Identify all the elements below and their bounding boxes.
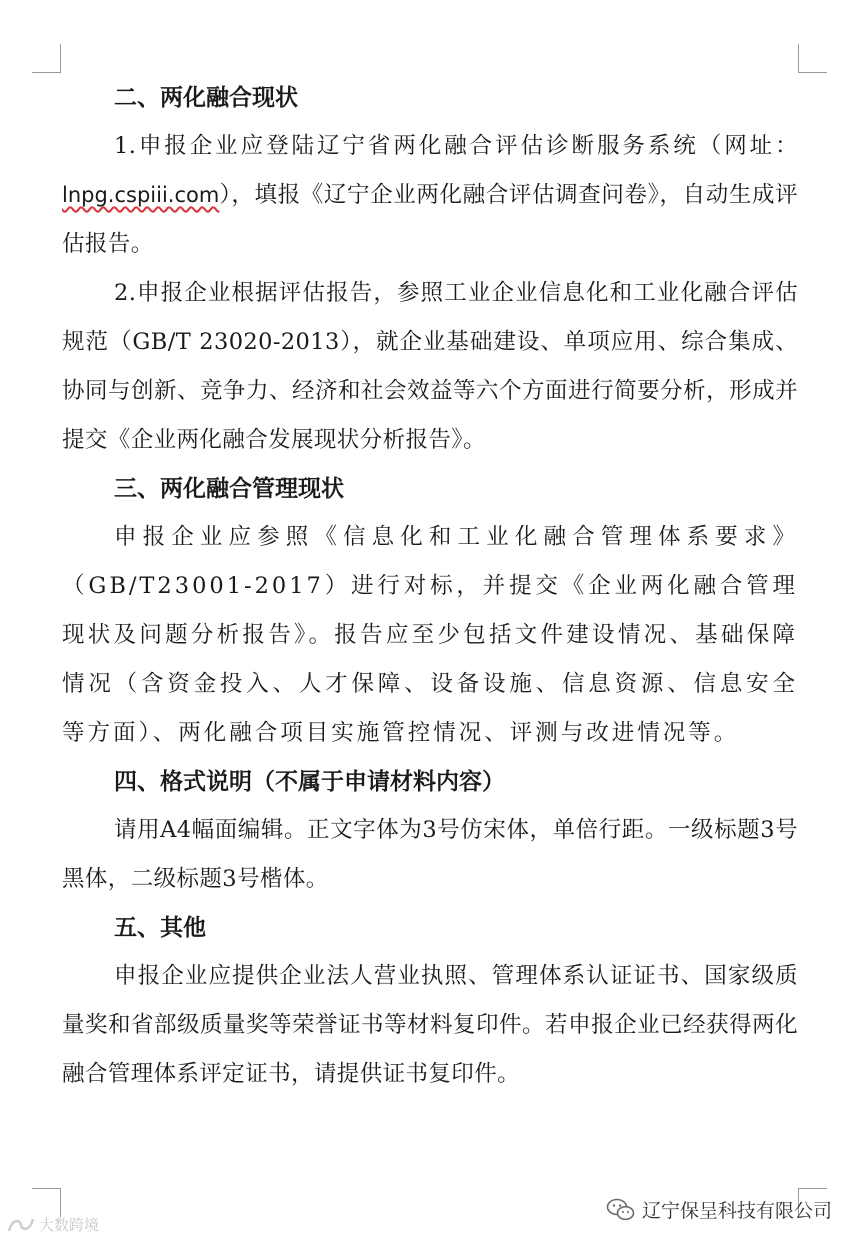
section-heading: 五、其他 [114, 915, 206, 941]
paragraph: 请用A4幅面编辑。正文字体为3号仿宋体，单倍行距。一级标题3号黑体，二级标题3号楷体。 [62, 817, 798, 892]
corner-mark-bottom-left [32, 1188, 61, 1217]
corner-mark-top-right [798, 44, 827, 73]
corner-mark-top-left [32, 44, 61, 73]
paragraph: 申报企业应参照《信息化和工业化融合管理体系要求》（GB/T23001-2017）进行对标，并提交《企业两化融合管理现状及问题分析报告》。报告应至少包括文件建设情况、基础保障情况（含资金投入、人才保障、设备设施、信息资源、信息安全等方面）、两化融合项目实施管控情况、评测与改进情况等。 [62, 524, 798, 746]
paragraph: 申报企业应提供企业法人营业执照、管理体系认证证书、国家级质量奖和省部级质量奖等荣誉证书等材料复印件。若申报企业已经获得两化融合管理体系评定证书，请提供证书复印件。 [62, 963, 798, 1087]
section-heading: 二、两化融合现状 [114, 85, 298, 111]
website-link[interactable]: lnpg.cspiii.com [62, 183, 220, 207]
paragraph-text: ），填报《辽宁企业两化融合评估调查问卷》，自动生成评估报告。 [62, 182, 798, 257]
section-heading: 四、格式说明（不属于申请材料内容） [114, 769, 505, 795]
wechat-icon [606, 1197, 636, 1223]
paragraph-text: 1.申报企业应登陆辽宁省两化融合评估诊断服务系统（网址： [114, 133, 798, 159]
paragraph: 2.申报企业根据评估报告，参照工业企业信息化和工业化融合评估规范（GB/T 23020-2013），就企业基础建设、单项应用、综合集成、协同与创新、竞争力、经济和社会效益等六个方面进行简要分析，形成并提交《企业两化融合发展现状分析报告》。 [62, 280, 798, 453]
watermark [6, 1214, 99, 1235]
watermark-text: 大数跨境 [39, 1216, 100, 1234]
document-body [62, 74, 798, 1099]
section-heading: 三、两化融合管理现状 [114, 476, 344, 502]
paragraph [62, 122, 798, 269]
account-name: 辽宁保呈科技有限公司 [641, 1200, 832, 1222]
watermark-logo-icon [6, 1216, 36, 1234]
account-signature [606, 1196, 832, 1223]
